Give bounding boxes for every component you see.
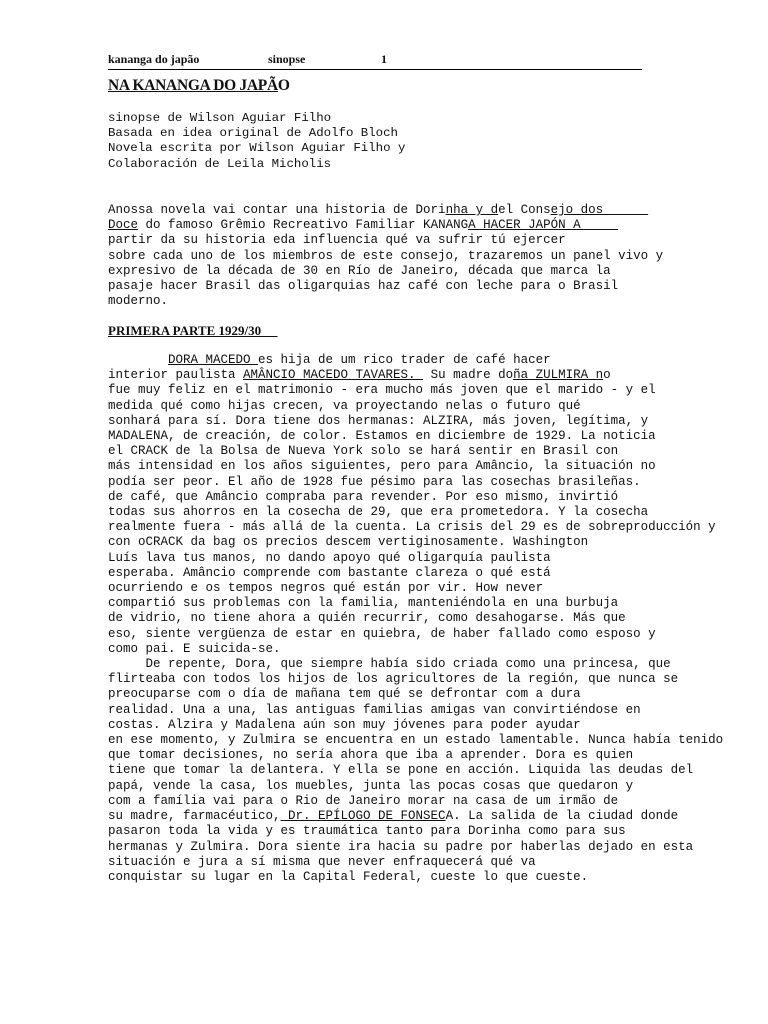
text-line: hermanas y Zulmira. Dora siente ira hacia su padre por haberlas dejado en esta xyxy=(108,839,694,854)
text-line: Luís lava tus manos, no dando apoyo qué oligarquía paulista xyxy=(108,550,551,565)
text-line: en ese momento, y Zulmira se encuentra en un estado lamentable. Nunca había tenido xyxy=(108,733,724,748)
text-line: costas. Alzira y Madalena aún son muy jóvenes para poder ayudar xyxy=(108,717,581,732)
text-line: conquistar su lugar en la Capital Federal, cueste lo que cueste. xyxy=(108,869,589,884)
text-line xyxy=(108,809,723,824)
text-line: medida qué como hijas crecen, va proyectando nelas o futuro qué xyxy=(108,398,581,413)
text-segment: interior paulista xyxy=(108,368,244,383)
text-line: expresivo de la década de 30 en Río de Janeiro, década que marca la xyxy=(108,263,611,278)
text-line: esperaba. Amâncio comprende com bastante clareza o qué está xyxy=(108,565,551,580)
text-line xyxy=(108,218,663,233)
header-page-number: 1 xyxy=(381,52,387,66)
text-line: pasaron toda la vida y es traumática tanto para Dorinha como para sus xyxy=(108,824,626,839)
underlined-segment: AMÂNCIO MACEDO TAVARES. xyxy=(243,368,424,383)
text-line: que tomar decisiones, no sería ahora que iba a aprender. Dora es quien xyxy=(108,748,634,763)
underlined-segment: ejo dos xyxy=(550,203,649,217)
text-segment: A. La salida de la ciudad donde xyxy=(445,809,679,824)
text-line: ocurriendo e os tempos negros qué están por vir. How never xyxy=(108,581,544,596)
body-text xyxy=(108,353,723,885)
text-line: sonhará para sí. Dora tiene dos hermanas: ALZIRA, más joven, legítima, y xyxy=(108,413,649,428)
document-title xyxy=(108,77,290,95)
text-line: todas sus ahorros en la cosecha de 29, que era prometedora. Y la cosecha xyxy=(108,505,649,520)
text-segment: el Cons xyxy=(498,203,551,217)
underlined-segment: A HACER JAPÓN A xyxy=(468,218,619,233)
text-line: partir da su historia eda influencia qué va sufrir tú ejercer xyxy=(108,233,566,248)
text-line: con oCRACK da bag os precios descem vertiginosamente. Washington xyxy=(108,535,589,550)
text-line xyxy=(108,353,723,368)
text-line: realidad. Una a una, las antiguas familias amigas van convirtiéndose en xyxy=(108,702,641,717)
text-line: de café, que Amâncio compraba para revender. Por eso mismo, invirtió xyxy=(108,489,619,504)
section-heading-text: PRIMERA PARTE 1929/30 xyxy=(108,323,262,338)
text-line: eso, siente vergüenza de estar en quiebra, de haber fallado como esposo y xyxy=(108,626,656,641)
text-line: pasaje hacer Brasil das oligarquias haz café con leche para o Brasil xyxy=(108,279,619,294)
underlined-segment: Doce xyxy=(108,218,139,233)
section-heading xyxy=(108,323,277,339)
text-line: realmente fuera - más allá de la cuenta. La crisis del 29 es de sobreproducción y xyxy=(108,520,716,535)
credit-line: Basada en idea original de Adolfo Bloch xyxy=(108,126,398,141)
text-line: situación e jura a sí misma que never enfraquecerá qué va xyxy=(108,854,536,869)
text-line xyxy=(108,368,723,383)
header-section: sinopse xyxy=(268,52,306,66)
text-line xyxy=(108,203,663,218)
underlined-segment: Dr. EPÍLOGO DE FONSEC xyxy=(280,809,446,824)
text-line: papá, vende la casa, los muebles, junta las pocas cosas que quedaron y xyxy=(108,778,634,793)
text-line: de vidrio, no tiene ahora a quién recurrir, como desahogarse. Más que xyxy=(108,611,626,626)
text-line: sobre cada uno de los miembros de este consejo, trazaremos un panel vivo y xyxy=(108,248,664,263)
text-segment: Su madre do xyxy=(423,368,514,383)
document-title-rest: O xyxy=(277,77,290,94)
text-line: preocuparse com o día de mañana tem qué se defrontar com a dura xyxy=(108,687,581,702)
text-line: fue muy feliz en el matrimonio - era mucho más joven que el marido - y el xyxy=(108,383,656,398)
text-segment: o xyxy=(603,368,611,383)
underlined-segment: ña ZULMIRA n xyxy=(513,368,604,383)
intro-paragraph xyxy=(108,203,663,309)
text-line: como pai. E suicida-se. xyxy=(108,641,281,656)
text-segment: es hija de um rico trader de café hacer xyxy=(258,353,551,367)
text-line: podía ser peor. El año de 1928 fue pésimo para las cosechas brasileñas. xyxy=(108,474,641,489)
credit-line: Novela escrita por Wilson Aguiar Filho y xyxy=(108,141,406,156)
text-line: tiene que tomar la delantera. Y ella se pone en acción. Liquida las deudas del xyxy=(108,763,694,778)
credit-line: Colaboración de Leila Micholis xyxy=(108,156,332,171)
underlined-segment: DORA MACEDO xyxy=(168,353,259,367)
text-line: compartió sus problemas con la familia, manteniéndola en una burbuja xyxy=(108,596,619,611)
text-line: MADALENA, de creación, de color. Estamos en diciembre de 1929. La noticia xyxy=(108,429,656,444)
text-line: com a família vai para o Rio de Janeiro morar na casa de um irmão de xyxy=(108,793,619,808)
header-title: kananga do japão xyxy=(108,52,200,66)
text-line: De repente, Dora, que siempre había sido criada como una princesa, que xyxy=(108,657,671,672)
document-title-underlined: NA KANANGA DO JAPÃ xyxy=(108,77,278,94)
text-segment: do famoso Grêmio Recreativo Familiar KANANG xyxy=(138,218,469,233)
text-segment: su madre, farmacéutico, xyxy=(108,809,281,824)
credit-line: sinopse de Wilson Aguiar Filho xyxy=(108,111,332,125)
text-segment xyxy=(108,353,168,367)
page-header xyxy=(108,51,642,70)
text-segment: Anossa novela vai contar una historia de Dori xyxy=(108,203,446,217)
text-line: más intensidad en los años siguientes, pero para Amâncio, la situación no xyxy=(108,459,656,474)
credits-block xyxy=(108,111,405,172)
text-line: flirteaba con todos los hijos de los agricultores de la región, que nunca se xyxy=(108,672,679,687)
underlined-segment: nha y d xyxy=(445,203,499,217)
text-line: moderno. xyxy=(108,294,169,309)
text-line: el CRACK de la Bolsa de Nueva York solo se hará sentir en Brasil con xyxy=(108,444,619,459)
